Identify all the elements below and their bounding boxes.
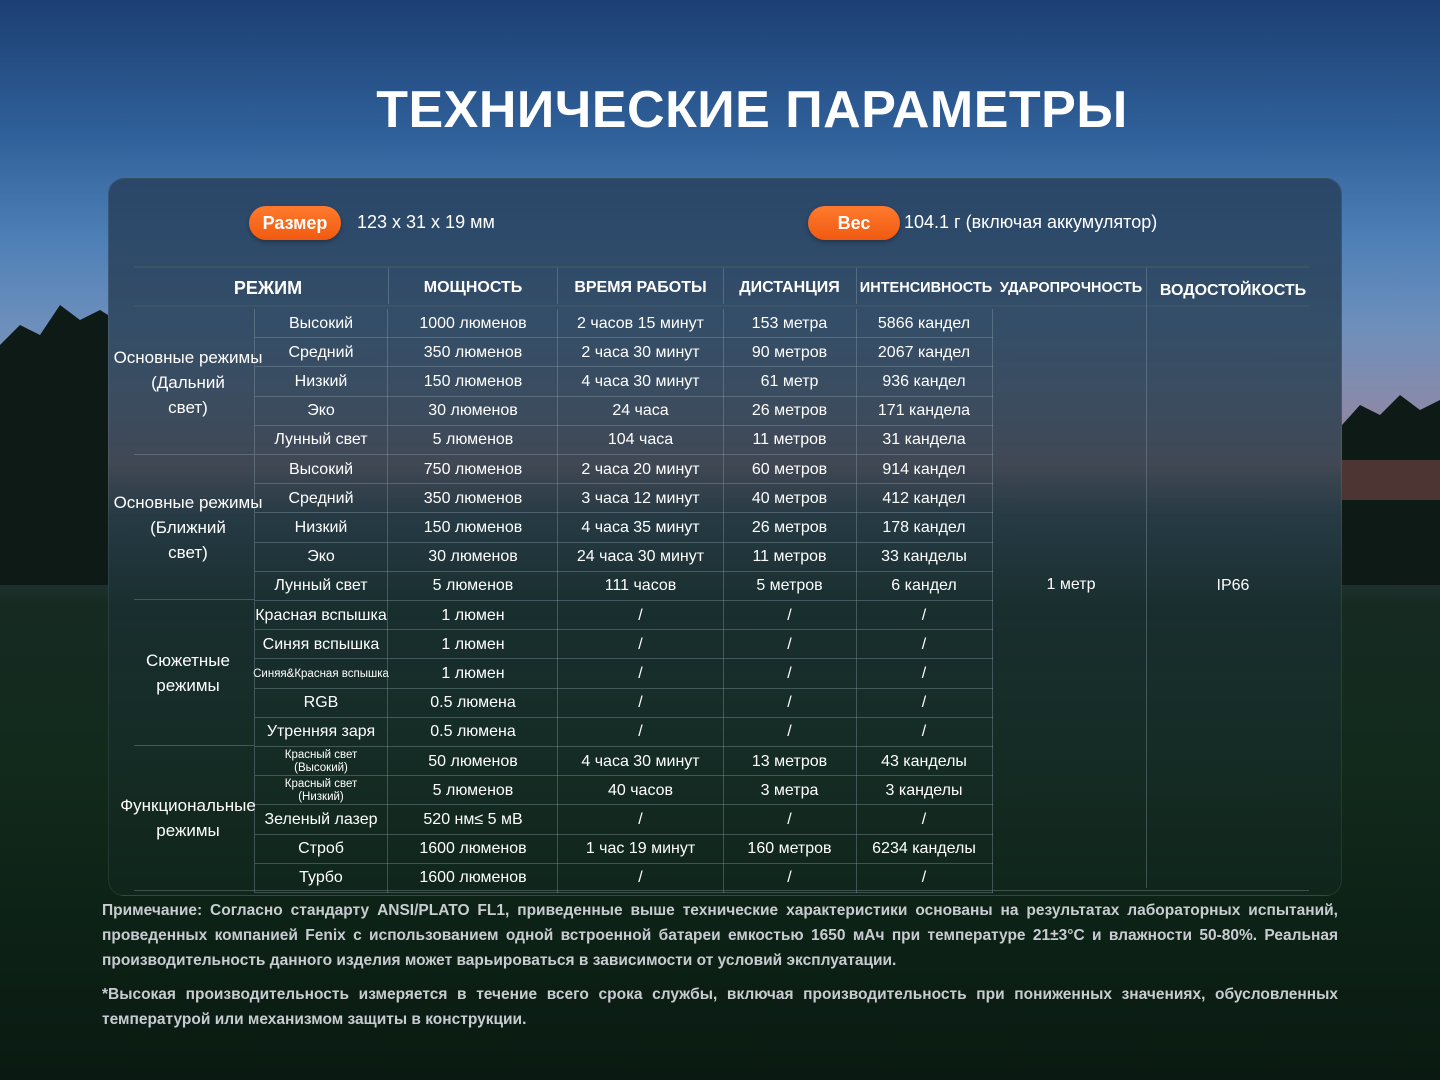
header-divider (723, 268, 724, 304)
cell-mode: RGB (303, 694, 339, 712)
cell-runtime: 2 часа 30 минут (581, 343, 700, 361)
page-title: ТЕХНИЧЕСКИЕ ПАРАМЕТРЫ (376, 81, 1128, 139)
cell-intensity: 3 канделы (885, 781, 963, 799)
cell-runtime: / (638, 664, 643, 682)
header-waterproof: ВОДОСТОЙКОСТЬ (1159, 282, 1307, 299)
cell-intensity: 31 кандела (882, 431, 966, 449)
cell-runtime: / (638, 635, 643, 653)
cell-power: 30 люменов (428, 402, 518, 420)
group-label-function-modes: Функциональные режимы (120, 795, 256, 840)
cell-intensity: / (921, 664, 927, 682)
cell-runtime: 24 часа (612, 402, 669, 420)
cell-distance: 40 метров (751, 489, 828, 507)
table-top-rule (134, 266, 1309, 268)
cell-distance: 90 метров (751, 343, 828, 361)
cell-power: 5 люменов (432, 577, 514, 595)
cell-runtime: 2 часов 15 минут (577, 314, 704, 332)
cell-distance: / (787, 635, 792, 653)
footnote-text: *Высокая производительность измеряется в течение всего срока службы, включая производительность при пониженных значениях, обусловленных температурой или механизмом защиты в конструкции. (102, 986, 1338, 1028)
group-label-scene-modes: Сюжетные режимы (146, 650, 230, 695)
cell-power: 150 люменов (423, 518, 523, 536)
cell-runtime: 104 часа (607, 431, 674, 449)
cell-mode: Утренняя заря (266, 723, 376, 741)
cell-power: 0.5 люмена (430, 694, 516, 712)
header-impact: УДАРОПРОЧНОСТЬ (999, 280, 1143, 296)
size-value: 123 x 31 x 19 мм (357, 212, 495, 232)
cell-power: 0.5 люмена (430, 723, 516, 741)
cell-runtime: 24 часа 30 минут (576, 548, 705, 566)
note-text: Примечание: Согласно стандарту ANSI/PLATO FL1, приведенные выше технические характеристики основаны на результатах лабораторных испытаний, проведенных компанией Fenix с использованием одной встроенной батареи емкостью 1650 мАч при температуре 21±3°C и влажности 50-80%. Реальная производительность данного изделия может варьироваться в зависимости от условий эксплуатации. (102, 902, 1338, 969)
cell-power: 350 люменов (423, 489, 523, 507)
cell-power: 5 люменов (432, 781, 514, 799)
cell-runtime: / (638, 869, 643, 887)
cell-intensity: 914 кандел (882, 460, 966, 478)
group-label-near-beam: Основные режимы (Ближний свет) (113, 493, 263, 562)
cell-intensity: 412 кандел (882, 489, 966, 507)
cell-runtime: / (638, 694, 643, 712)
cell-distance: 61 метр (760, 372, 819, 390)
cell-distance: / (787, 664, 792, 682)
header-divider (557, 268, 558, 304)
header-divider (388, 268, 389, 304)
cell-distance: 26 метров (751, 518, 828, 536)
row-divider (255, 892, 993, 893)
cell-mode: Средний (288, 343, 354, 361)
cell-intensity: / (921, 869, 927, 887)
cell-distance: / (787, 810, 792, 828)
cell-intensity: / (921, 723, 927, 741)
cell-mode: Синяя вспышка (262, 635, 380, 653)
cell-intensity: 5866 кандел (877, 314, 971, 332)
cell-power: 1 люмен (441, 606, 505, 624)
cell-mode: Зеленый лазер (264, 810, 378, 828)
cell-mode: Красный свет (Низкий) (284, 777, 358, 803)
cell-intensity: 2067 кандел (877, 343, 971, 361)
column-divider (856, 309, 857, 893)
cell-runtime: 4 часа 30 минут (581, 372, 700, 390)
waterproof-value: IP66 (1216, 577, 1250, 594)
header-mode: РЕЖИМ (233, 277, 303, 298)
cell-power: 350 люменов (423, 343, 523, 361)
header-intensity: ИНТЕНСИВНОСТЬ (859, 280, 993, 296)
cell-runtime: / (638, 810, 643, 828)
cell-intensity: / (921, 606, 927, 624)
header-power: МОЩНОСТЬ (423, 279, 523, 296)
cell-mode: Красный свет (Высокий) (284, 748, 358, 774)
cell-intensity: 936 кандел (882, 372, 966, 390)
cell-distance: 13 метров (751, 752, 828, 770)
cell-intensity: 43 канделы (881, 752, 967, 770)
cell-distance: / (787, 606, 792, 624)
cell-power: 520 нм≤ 5 мВ (423, 810, 523, 828)
cell-power: 1000 люменов (419, 314, 527, 332)
cell-power: 750 люменов (423, 460, 523, 478)
cell-distance: 160 метров (747, 840, 832, 858)
cell-distance: 5 метров (756, 577, 823, 595)
cell-mode: Низкий (294, 518, 348, 536)
cell-runtime: / (638, 606, 643, 624)
cell-mode: Красная вспышка (255, 606, 387, 624)
cell-mode: Синяя&Красная вспышка (253, 667, 389, 680)
header-divider (856, 268, 857, 304)
cell-intensity: 33 канделы (881, 548, 967, 566)
cell-runtime: / (638, 723, 643, 741)
cell-mode: Средний (288, 489, 354, 507)
impact-value: 1 метр (1046, 576, 1096, 593)
cell-intensity: / (921, 810, 927, 828)
cell-runtime: 4 часа 30 минут (581, 752, 700, 770)
column-divider (557, 309, 558, 893)
cell-distance: 3 метра (760, 781, 819, 799)
cell-power: 50 люменов (428, 752, 518, 770)
group-divider (134, 454, 254, 455)
cell-power: 150 люменов (423, 372, 523, 390)
cell-intensity: 6 кандел (891, 577, 957, 595)
header-distance: ДИСТАНЦИЯ (739, 279, 840, 296)
group-label-far-beam: Основные режимы (Дальний свет) (113, 348, 263, 417)
size-badge: Размер (249, 206, 341, 240)
cell-distance: / (787, 694, 792, 712)
cell-distance: 11 метров (752, 548, 827, 566)
weight-value: 104.1 г (включая аккумулятор) (904, 212, 1158, 232)
cell-runtime: 2 часа 20 минут (581, 460, 700, 478)
cell-power: 1600 люменов (419, 840, 527, 858)
cell-distance: 153 метра (751, 314, 828, 332)
cell-mode: Турбо (299, 869, 343, 887)
cell-mode: Низкий (294, 372, 348, 390)
cell-intensity: 171 кандела (877, 402, 971, 420)
cell-mode: Лунный свет (274, 577, 368, 595)
cell-distance: / (787, 723, 792, 741)
cell-mode: Строб (298, 840, 344, 858)
cell-power: 30 люменов (428, 548, 518, 566)
cell-runtime: 4 часа 35 минут (581, 518, 700, 536)
cell-intensity: 6234 канделы (872, 840, 976, 858)
cell-distance: 11 метров (752, 431, 827, 449)
cell-mode: Высокий (288, 460, 354, 478)
cell-power: 1 люмен (441, 664, 505, 682)
cell-intensity: / (921, 694, 927, 712)
group-divider (134, 745, 254, 746)
cell-power: 1 люмен (441, 635, 505, 653)
cell-runtime: 1 час 19 минут (585, 840, 696, 858)
cell-mode: Высокий (288, 314, 354, 332)
cell-intensity: / (921, 635, 927, 653)
column-divider (992, 309, 993, 893)
cell-mode: Эко (307, 548, 335, 566)
cell-power: 1600 люменов (419, 869, 527, 887)
cell-mode: Эко (307, 402, 335, 420)
cell-runtime: 3 часа 12 минут (581, 489, 700, 507)
column-divider (723, 309, 724, 893)
table-bottom-rule (134, 890, 1309, 891)
cell-mode: Лунный свет (274, 431, 368, 449)
header-runtime: ВРЕМЯ РАБОТЫ (574, 279, 707, 296)
cell-distance: / (787, 869, 792, 887)
group-divider (134, 599, 254, 600)
cell-runtime: 111 часов (604, 577, 677, 595)
cell-distance: 26 метров (751, 402, 828, 420)
cell-runtime: 40 часов (607, 781, 674, 799)
column-divider (387, 309, 388, 893)
weight-badge: Вес (808, 206, 900, 240)
cell-intensity: 178 кандел (882, 518, 966, 536)
cell-power: 5 люменов (432, 431, 514, 449)
cell-distance: 60 метров (751, 460, 828, 478)
